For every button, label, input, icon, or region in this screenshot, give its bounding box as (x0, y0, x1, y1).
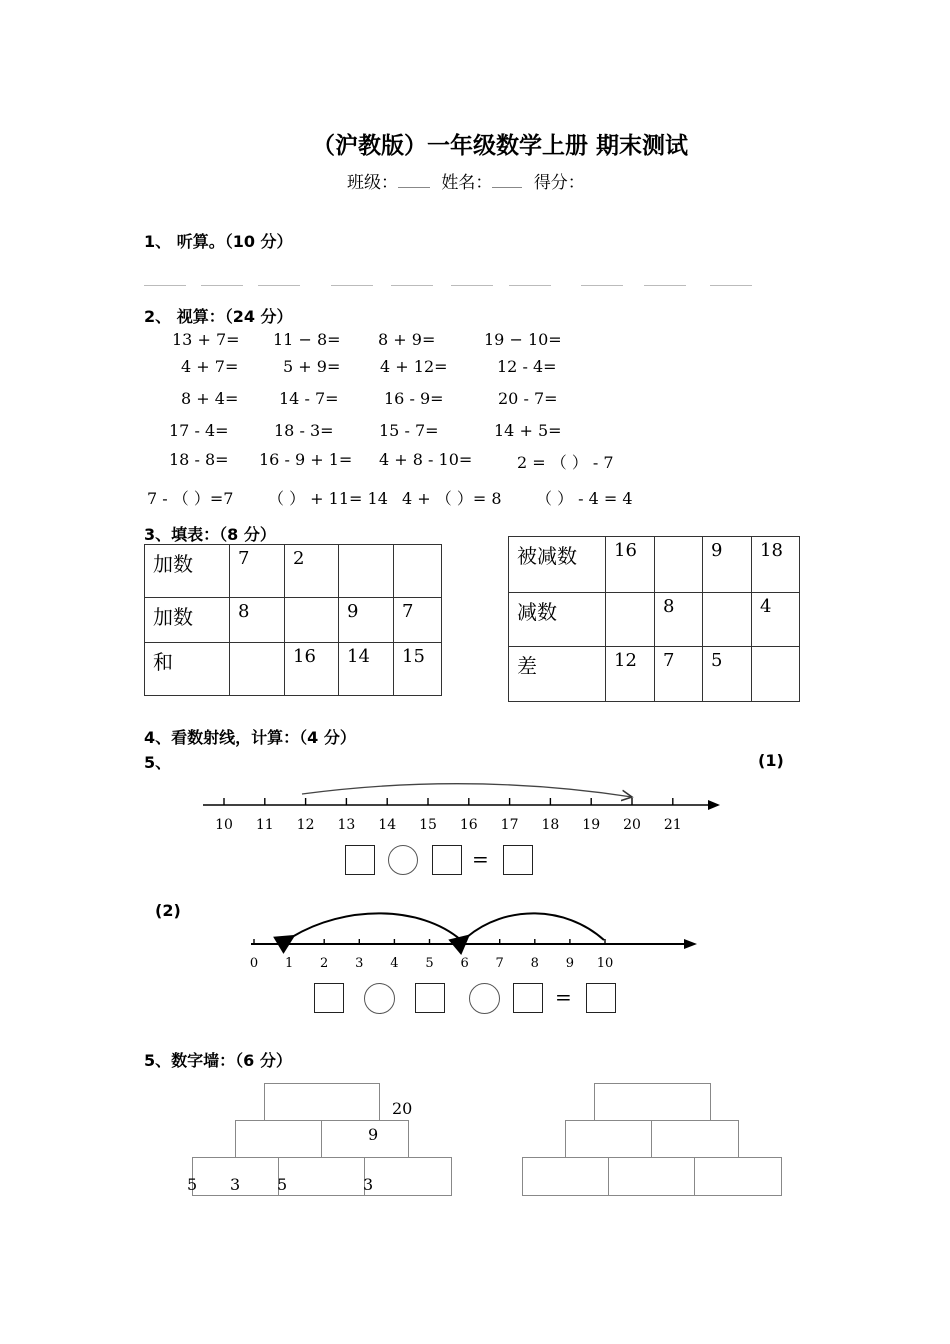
subtraction-table (508, 536, 800, 702)
table-cell: 16 (606, 537, 655, 593)
tick-label: 5 (425, 956, 434, 971)
brick[interactable] (694, 1157, 782, 1196)
brick[interactable] (264, 1083, 380, 1121)
brick[interactable] (565, 1120, 653, 1158)
answer-box[interactable] (513, 983, 543, 1013)
answer-box[interactable] (503, 845, 533, 875)
table-cell[interactable] (752, 647, 800, 702)
number-line-2 (0, 905, 950, 975)
brick[interactable] (522, 1157, 610, 1196)
tick-label: 6 (460, 956, 469, 971)
table-cell: 和 (145, 643, 230, 696)
table-cell: 12 (606, 647, 655, 702)
number-line-1 (0, 770, 950, 840)
jump-arc (467, 913, 604, 940)
table-cell: 9 (703, 537, 752, 593)
table-cell[interactable] (394, 545, 442, 598)
answer-box[interactable] (415, 983, 445, 1013)
tick-label: 21 (663, 817, 682, 833)
equation: 16 - 9 + 1= (259, 450, 353, 469)
score-label: 得分： (533, 173, 585, 193)
equation: （ ） + 11= 14 (268, 489, 388, 508)
equation: 4 + （ ）= 8 (402, 489, 502, 508)
table-cell: 8 (230, 598, 285, 643)
equation: 13 + 7= (172, 330, 240, 349)
operator-circle[interactable] (388, 845, 418, 875)
answer-line[interactable] (391, 285, 433, 286)
table-cell: 7 (655, 647, 703, 702)
table-cell[interactable] (655, 537, 703, 593)
wall-middle-number: 9 (368, 1125, 379, 1144)
equation: 5 + 9= (283, 357, 341, 376)
equation: 19 − 10= (484, 330, 562, 349)
table-cell: 差 (509, 647, 606, 702)
answer-line[interactable] (201, 285, 243, 286)
table-cell: 18 (752, 537, 800, 593)
table-cell: 16 (285, 643, 339, 696)
table-cell: 15 (394, 643, 442, 696)
section1-heading: 1、 听算。（10 分） (144, 232, 293, 251)
tick-label: 3 (355, 956, 364, 971)
answer-box[interactable] (314, 983, 344, 1013)
answer-box[interactable] (345, 845, 375, 875)
tick-label: 1 (284, 956, 294, 971)
tick-label: 2 (320, 956, 329, 971)
jump-arc (292, 913, 461, 940)
tick-label: 11 (255, 817, 274, 833)
section2-heading: 2、 视算：（24 分） (144, 307, 293, 326)
brick[interactable] (594, 1083, 711, 1121)
equation: 14 - 7= (279, 389, 339, 408)
table-cell[interactable] (703, 593, 752, 647)
wall-bottom-number: 3 (230, 1175, 241, 1194)
equation: 4 + 8 - 10= (379, 450, 473, 469)
page-title: （沪教版）一年级数学上册 期末测试 (311, 133, 688, 159)
brick (321, 1120, 409, 1158)
tick-label: 10 (596, 956, 614, 971)
tick-label: 7 (495, 956, 504, 971)
table-cell[interactable] (339, 545, 394, 598)
equation: 8 + 9= (378, 330, 436, 349)
tick-label: 12 (296, 817, 315, 833)
tick-label: 10 (215, 817, 233, 833)
equation: 2 = （ ） - 7 (517, 453, 614, 472)
tick-label: 19 (582, 817, 601, 833)
tick-label: 17 (500, 817, 519, 833)
equation: 20 - 7= (498, 389, 558, 408)
equation: 7 - （ ）=7 (147, 489, 234, 508)
equation: 18 - 3= (274, 421, 334, 440)
brick[interactable] (608, 1157, 696, 1196)
addition-table (144, 544, 442, 696)
class-label: 班级： (347, 173, 398, 193)
equation: 12 - 4= (497, 357, 557, 376)
table-cell[interactable] (606, 593, 655, 647)
name-label: 姓名： (441, 173, 493, 193)
wall-bottom-number: 5 (187, 1175, 198, 1194)
tick-label: 0 (249, 956, 259, 971)
answer-line[interactable] (581, 285, 623, 286)
answer-line[interactable] (509, 285, 551, 286)
equation: 8 + 4= (181, 389, 239, 408)
tick-label: 8 (530, 956, 539, 971)
section4-prefix: 5、 (144, 753, 172, 772)
tick-label: 16 (459, 817, 478, 833)
name-blank[interactable] (492, 187, 522, 188)
equation: 4 + 7= (181, 357, 239, 376)
table-cell: 7 (394, 598, 442, 643)
brick[interactable] (235, 1120, 323, 1158)
part1-label: (1) (758, 751, 784, 770)
table-cell: 4 (752, 593, 800, 647)
jump-arc (302, 784, 632, 797)
tick-label: 14 (378, 817, 397, 833)
answer-box[interactable] (432, 845, 462, 875)
section5-heading: 5、数字墙：（6 分） (144, 1051, 292, 1070)
equation: 15 - 7= (379, 421, 439, 440)
axis-arrow-icon (708, 800, 720, 810)
table-cell: 14 (339, 643, 394, 696)
part2-label: (2) (155, 901, 181, 920)
equation: 14 + 5= (494, 421, 562, 440)
axis-arrow-icon (684, 939, 697, 949)
equals-sign: = (472, 847, 489, 871)
brick (278, 1157, 366, 1196)
tick-label: 15 (419, 817, 437, 833)
brick (364, 1157, 452, 1196)
equation: 11 − 8= (273, 330, 341, 349)
wall-bottom-number: 5 (277, 1175, 288, 1194)
answer-box[interactable] (586, 983, 616, 1013)
table-cell: 被减数 (509, 537, 606, 593)
table-cell: 9 (339, 598, 394, 643)
tick-label: 18 (541, 817, 560, 833)
equation: 16 - 9= (384, 389, 444, 408)
table-cell: 7 (230, 545, 285, 598)
table-cell: 8 (655, 593, 703, 647)
section3-heading: 3、填表：（8 分） (144, 525, 276, 544)
wall-top-number: 20 (392, 1099, 413, 1118)
tick-label: 4 (390, 956, 399, 971)
answer-line[interactable] (710, 285, 752, 286)
tick-label: 9 (565, 956, 575, 971)
wall-bottom-number: 3 (363, 1175, 374, 1194)
brick[interactable] (651, 1120, 739, 1158)
answer-line[interactable] (258, 285, 300, 286)
answer-line[interactable] (451, 285, 493, 286)
table-cell: 加数 (145, 545, 230, 598)
table-cell: 加数 (145, 598, 230, 643)
table-cell: 2 (285, 545, 339, 598)
table-cell[interactable] (285, 598, 339, 643)
student-info (347, 168, 585, 193)
table-cell: 减数 (509, 593, 606, 647)
answer-line[interactable] (144, 285, 186, 286)
answer-line[interactable] (331, 285, 373, 286)
answer-line[interactable] (644, 285, 686, 286)
table-cell: 5 (703, 647, 752, 702)
equals-sign: = (555, 985, 572, 1009)
class-blank[interactable] (398, 187, 430, 188)
operator-circle[interactable] (364, 983, 395, 1014)
equation: 18 - 8= (169, 450, 229, 469)
equation: （ ） - 4 = 4 (536, 489, 633, 508)
equation: 17 - 4= (169, 421, 229, 440)
section4-heading: 4、看数射线，计算：（4 分） (144, 728, 356, 747)
table-cell[interactable] (230, 643, 285, 696)
operator-circle[interactable] (469, 983, 500, 1014)
tick-label: 20 (623, 817, 641, 833)
equation: 4 + 12= (380, 357, 448, 376)
tick-label: 13 (337, 817, 356, 833)
